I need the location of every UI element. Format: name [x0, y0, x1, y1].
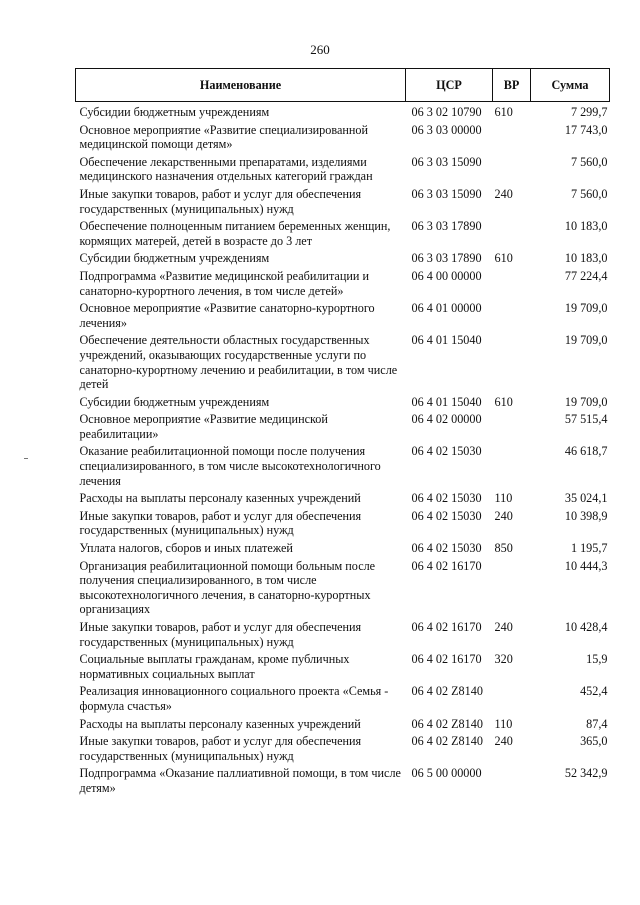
row-name: Субсидии бюджетным учреждениям — [79, 251, 270, 266]
row-csr: 06 4 01 15040 — [411, 394, 482, 409]
row-csr: 06 4 01 00000 — [411, 301, 482, 316]
row-vr — [493, 333, 531, 394]
table-row — [76, 559, 610, 620]
budget-table — [75, 68, 610, 799]
row-vr: 240 — [494, 734, 513, 749]
row-sum: 19 709,0 — [564, 301, 608, 316]
row-sum: 19 709,0 — [564, 394, 608, 409]
row-sum: 10 428,4 — [564, 620, 608, 634]
table-row — [76, 412, 610, 444]
table-row — [76, 509, 610, 541]
table-row — [76, 541, 610, 559]
row-name: Подпрограмма «Развитие медицинской реабилитации и санаторно-курортного лечения, в том числе детей» — [79, 268, 369, 298]
row-name: Субсидии бюджетным учреждениям — [79, 105, 270, 119]
row-sum: 10 444,3 — [564, 558, 608, 573]
row-sum: 1 195,7 — [570, 541, 608, 556]
row-vr — [493, 559, 531, 620]
table-row — [76, 251, 610, 269]
row-csr: 06 4 00 00000 — [411, 268, 482, 283]
row-name: Расходы на выплаты персоналу казенных учреждений — [79, 491, 361, 506]
row-csr: 06 3 02 10790 — [411, 105, 482, 119]
header-sum: Сумма — [531, 69, 610, 102]
row-sum: 10 183,0 — [564, 219, 608, 234]
row-vr: 610 — [494, 394, 513, 409]
row-vr — [493, 219, 531, 251]
table-row — [76, 269, 610, 301]
table-row — [76, 684, 610, 716]
header-csr: ЦСР — [406, 69, 493, 102]
row-name: Организация реабилитационной помощи больным после получения специализированного, в том числе высокотехнологичного лечения, в санаторно-курортных организациях — [79, 558, 376, 617]
row-csr: 06 4 02 15030 — [411, 541, 482, 556]
table-row — [76, 734, 610, 766]
table-row — [76, 620, 610, 652]
row-name: Иные закупки товаров, работ и услуг для обеспечения государственных (муниципальных) нужд — [79, 734, 362, 763]
table-row — [76, 444, 610, 491]
row-name: Обеспечение полноценным питанием беременных женщин, кормящих матерей, детей в возрасте до 3 лет — [79, 219, 391, 248]
row-csr: 06 4 02 00000 — [411, 412, 482, 427]
row-vr: 320 — [494, 652, 513, 667]
row-vr — [493, 684, 531, 716]
row-vr — [493, 123, 531, 155]
table-row — [76, 219, 610, 251]
row-name: Субсидии бюджетным учреждениям — [79, 394, 270, 409]
margin-mark — [24, 458, 28, 459]
row-vr: 610 — [494, 251, 513, 266]
row-name: Расходы на выплаты персоналу казенных учреждений — [79, 716, 361, 731]
row-name: Основное мероприятие «Развитие специализированной медицинской помощи детям» — [79, 122, 369, 152]
row-sum: 452,4 — [580, 684, 608, 699]
row-sum: 7 560,0 — [570, 186, 608, 201]
row-csr: 06 4 02 15030 — [411, 508, 482, 523]
row-sum: 87,4 — [586, 716, 608, 731]
row-vr: 240 — [494, 186, 513, 201]
table-row — [76, 102, 610, 123]
row-name: Реализация инновационного социального проекта «Семья - формула счастья» — [79, 684, 389, 713]
row-vr: 610 — [494, 105, 513, 119]
row-csr: 06 4 02 15030 — [411, 444, 482, 459]
table-row — [76, 395, 610, 413]
row-csr: 06 4 01 15040 — [411, 333, 482, 348]
row-sum: 19 709,0 — [564, 333, 608, 348]
row-vr: 850 — [494, 541, 513, 556]
row-vr — [493, 412, 531, 444]
row-name: Социальные выплаты гражданам, кроме публичных нормативных социальных выплат — [79, 652, 350, 681]
row-name: Обеспечение деятельности областных государственных учреждений, оказывающих государственные услуги по санаторно-курортному лечению и реабилитации, в том числе детей — [79, 333, 398, 392]
row-csr: 06 3 03 17890 — [411, 251, 482, 266]
table-row — [76, 491, 610, 509]
header-name: Наименование — [76, 69, 406, 102]
row-sum: 35 024,1 — [564, 491, 608, 506]
row-csr: 06 4 02 Z8140 — [411, 734, 483, 749]
row-csr: 06 3 03 17890 — [411, 219, 482, 234]
row-sum: 365,0 — [580, 734, 608, 749]
header-vr: ВР — [493, 69, 531, 102]
row-name: Уплата налогов, сборов и иных платежей — [79, 541, 293, 556]
row-vr — [493, 766, 531, 798]
row-vr — [493, 444, 531, 491]
row-vr: 240 — [494, 620, 513, 634]
table-row — [76, 187, 610, 219]
row-csr: 06 4 02 Z8140 — [411, 684, 483, 699]
row-csr: 06 4 02 16170 — [411, 620, 482, 634]
row-name: Иные закупки товаров, работ и услуг для обеспечения государственных (муниципальных) нужд — [79, 508, 362, 538]
row-sum: 46 618,7 — [564, 444, 608, 459]
row-csr: 06 3 03 00000 — [411, 122, 482, 137]
row-sum: 7 299,7 — [570, 105, 608, 119]
row-sum: 10 398,9 — [564, 508, 608, 523]
row-name: Обеспечение лекарственными препаратами, изделиями медицинского назначения отдельных категорий граждан — [79, 154, 373, 184]
row-sum: 52 342,9 — [564, 766, 608, 781]
header-row — [76, 69, 610, 102]
table-row — [76, 123, 610, 155]
row-name: Основное мероприятие «Развитие медицинской реабилитации» — [79, 412, 328, 441]
row-csr: 06 4 02 15030 — [411, 491, 482, 506]
table-row — [76, 155, 610, 187]
row-name: Иные закупки товаров, работ и услуг для обеспечения государственных (муниципальных) нужд — [79, 620, 362, 649]
row-vr — [493, 301, 531, 333]
row-csr: 06 3 03 15090 — [411, 154, 482, 169]
row-csr: 06 4 02 16170 — [411, 652, 482, 667]
row-vr: 240 — [494, 508, 513, 523]
table-row — [76, 717, 610, 735]
table-header — [76, 69, 610, 102]
row-name: Основное мероприятие «Развитие санаторно-курортного лечения» — [79, 301, 375, 330]
row-sum: 10 183,0 — [564, 251, 608, 266]
row-vr: 110 — [494, 716, 513, 731]
row-vr — [493, 155, 531, 187]
row-sum: 17 743,0 — [564, 122, 608, 137]
row-sum: 15,9 — [586, 652, 608, 667]
row-csr: 06 5 00 00000 — [411, 766, 482, 781]
row-name: Иные закупки товаров, работ и услуг для обеспечения государственных (муниципальных) нужд — [79, 186, 362, 216]
row-sum: 57 515,4 — [564, 412, 608, 427]
table-body — [76, 102, 610, 799]
table-row — [76, 333, 610, 394]
table-row — [76, 301, 610, 333]
row-csr: 06 3 03 15090 — [411, 186, 482, 201]
row-csr: 06 4 02 Z8140 — [411, 716, 483, 731]
table-row — [76, 766, 610, 798]
table-row — [76, 652, 610, 684]
row-name: Оказание реабилитационной помощи после получения специализированного, в том числе высокотехнологичного лечения — [79, 444, 381, 488]
row-csr: 06 4 02 16170 — [411, 558, 482, 573]
row-sum: 7 560,0 — [570, 154, 608, 169]
row-name: Подпрограмма «Оказание паллиативной помощи, в том числе детям» — [79, 766, 401, 795]
row-vr — [493, 269, 531, 301]
row-vr: 110 — [494, 491, 513, 506]
page-number: 260 — [310, 42, 330, 57]
row-sum: 77 224,4 — [564, 268, 608, 283]
